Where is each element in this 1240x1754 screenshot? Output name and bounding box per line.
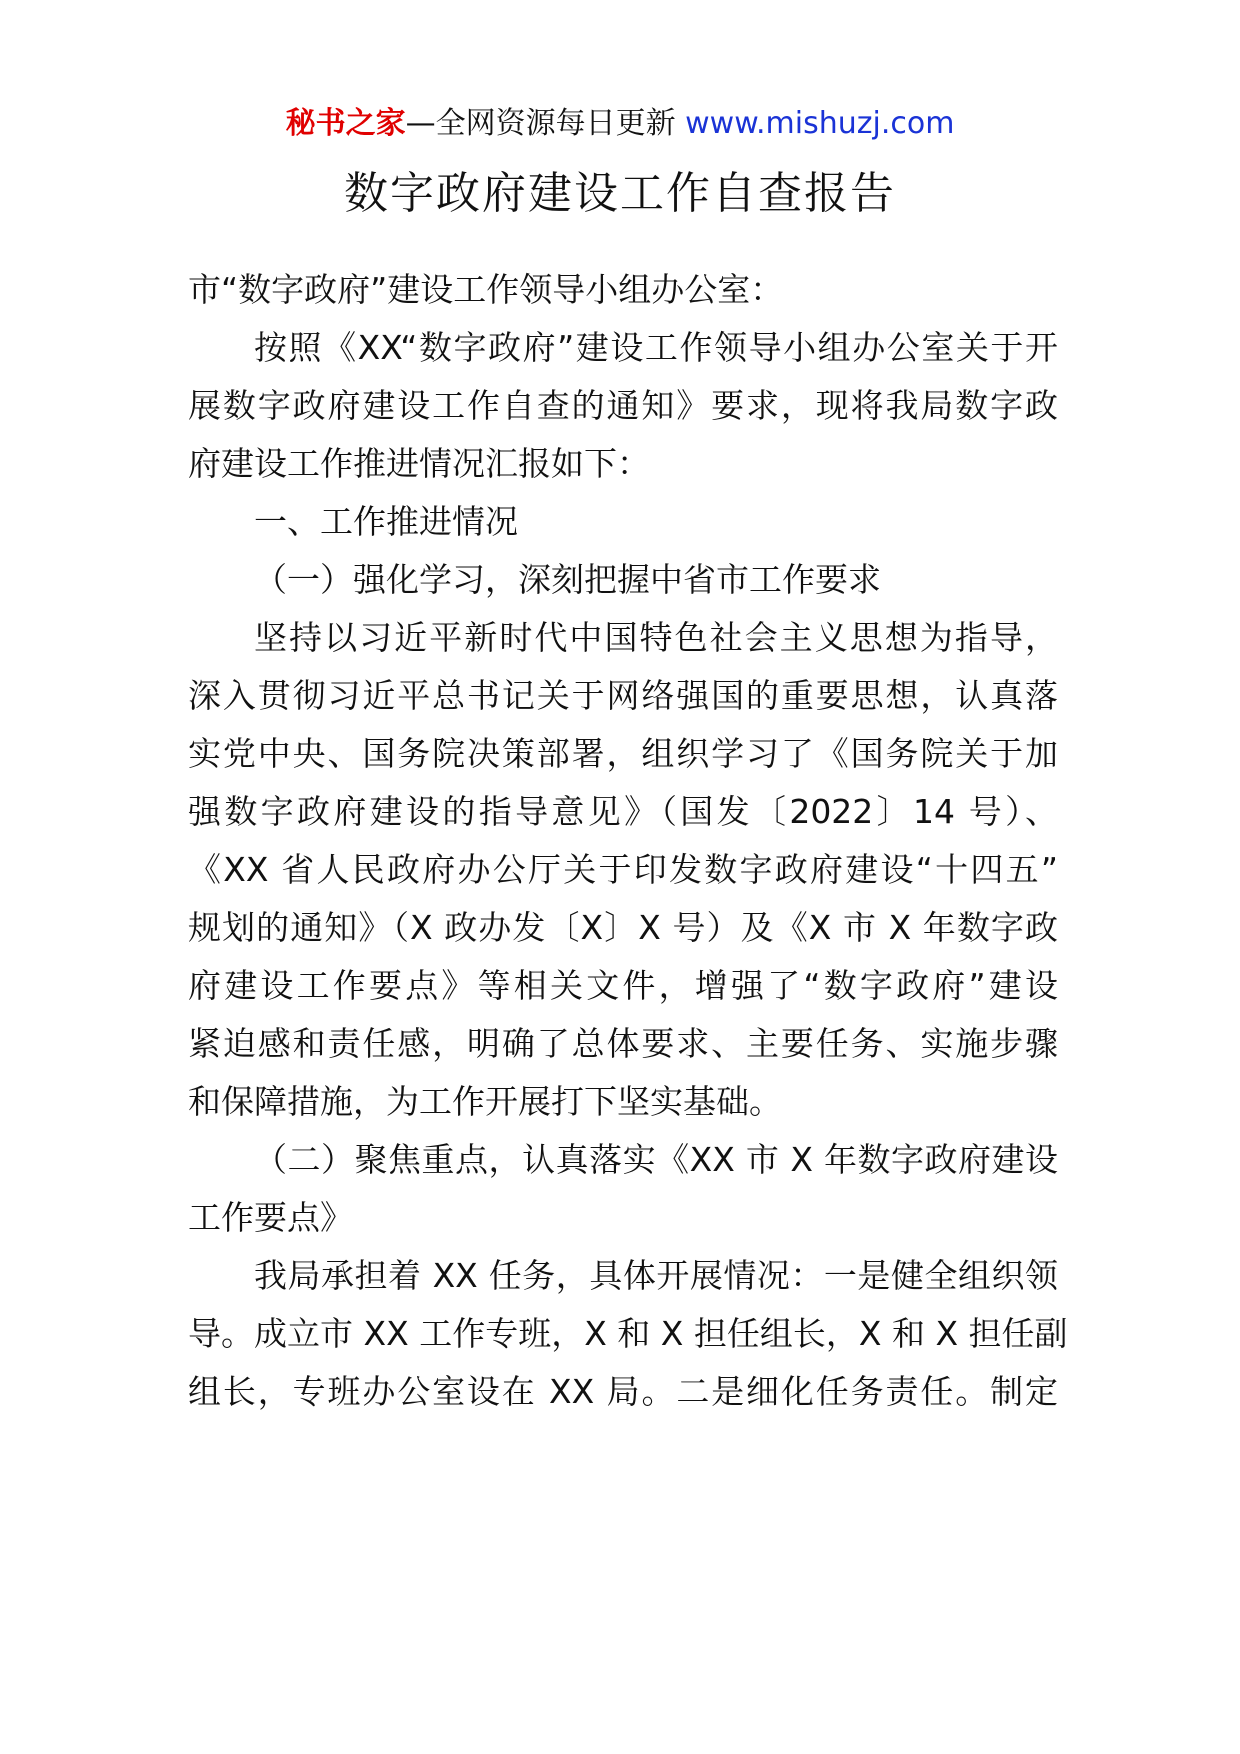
subsection-heading: （一）强化学习，深刻把握中省市工作要求 [254,560,881,599]
paragraph-line: 和保障措施，为工作开展打下坚实基础。 [188,1082,782,1121]
document-title: 数字政府建设工作自查报告 [344,168,896,219]
subsection-heading: （二）聚焦重点，认真落实《XX 市 X 年数字政府建设 [254,1140,1058,1179]
paragraph-line: 规划的通知》（X 政办发〔X〕X 号）及《X 市 X 年数字政 [188,908,1058,947]
paragraph-line: 我局承担着 XX 任务，具体开展情况：一是健全组织领 [254,1256,1058,1295]
paragraph-line: 强数字政府建设的指导意见》（国发〔2022〕14 号）、 [188,792,1058,831]
brand-name: 秘书之家 [285,106,406,141]
paragraph-line: 按照《XX“数字政府”建设工作领导小组办公室关于开 [254,328,1058,367]
salutation: 市“数字政府”建设工作领导小组办公室： [188,270,784,309]
paragraph-line: 实党中央、国务院决策部署，组织学习了《国务院关于加 [188,734,1058,773]
paragraph-line: 府建设工作要点》等相关文件，增强了“数字政府”建设 [188,966,1058,1005]
site-header [0,104,1240,144]
site-url-link[interactable]: www.mishuzj.com [685,106,955,141]
paragraph-line: 《XX 省人民政府办公厅关于印发数字政府建设“十四五” [188,850,1058,889]
paragraph-line: 府建设工作推进情况汇报如下： [188,444,650,483]
paragraph-line: 坚持以习近平新时代中国特色社会主义思想为指导， [254,618,1058,657]
header-slogan: —全网资源每日更新 [405,106,676,141]
paragraph-line: 导。成立市 XX 工作专班，X 和 X 担任组长，X 和 X 担任副 [188,1314,1068,1353]
subsection-heading-continued: 工作要点》 [188,1198,353,1237]
paragraph-line: 紧迫感和责任感，明确了总体要求、主要任务、实施步骤 [188,1024,1058,1063]
paragraph-line: 组长，专班办公室设在 XX 局。二是细化任务责任。制定 [188,1372,1058,1411]
paragraph-line: 深入贯彻习近平总书记关于网络强国的重要思想，认真落 [188,676,1058,715]
paragraph-line: 展数字政府建设工作自查的通知》要求，现将我局数字政 [188,386,1058,425]
section-heading: 一、工作推进情况 [254,502,518,541]
